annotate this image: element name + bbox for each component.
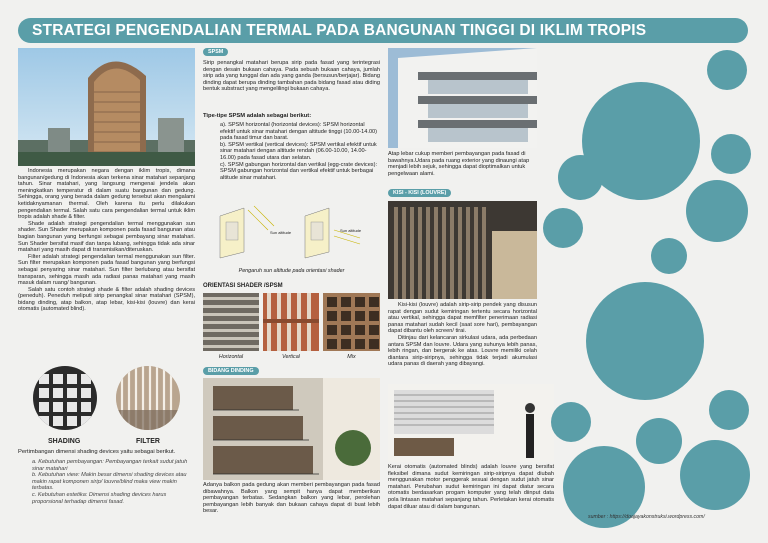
- louvre-photo: [388, 201, 537, 299]
- decor-circle: [636, 418, 682, 464]
- filter-label: FILTER: [136, 438, 160, 445]
- spsm-types-title: Tipe-tipe SPSM adalah sebagai berikut:: [203, 113, 312, 119]
- orientation-label-vertical: Vertical: [282, 354, 300, 360]
- spsm-tag: SPSM: [203, 48, 228, 56]
- spsm-type-item: b). SPSM vertikal (vertical devices): SPSM vertikal efektif untuk sinar matahari dengan altitude rendah (06.00-10.00, 14.00-16.00) pada fasad utara dan selatan.: [220, 141, 377, 161]
- horizontal-shader-photo: [203, 293, 259, 351]
- filter-illustration: [116, 366, 180, 430]
- decor-circle: [651, 238, 687, 274]
- tower-photo: [18, 48, 195, 166]
- intro-text: [18, 168, 195, 313]
- wide-roof-photo: [388, 48, 537, 148]
- considerations-list: [32, 459, 192, 505]
- decor-circle: [686, 180, 748, 242]
- paragraph-intro: Indonesia merupakan negara dengan iklim tropis, dimana bangunan/gedung di Indonesia akan terkena sinar matahari sepanjang tahun. Sinar matahari, yang langsung mengenai jendela akan meningkatkan temperatur di dalam suatu bangunan dan gedung. Sehingga, orang yang berada dalam gedung tersebut akan mengalami ketidaknyamanan thermal. Oleh karena itu perlu dilakukan pengendalian termal. Salah satu cara pengendalian termal untuk iklim tropis adalah shade & filter.: [18, 168, 195, 221]
- consideration-item: a. Kebutuhan pembayangan: Pembayangan terkait sudut jatuh sinar matahari: [32, 459, 188, 472]
- decor-circle: [543, 208, 583, 248]
- orientation-label-mix: Mix: [347, 354, 356, 360]
- louvre-paragraph: Kisi-kisi (louvre) adalah sirip-sirip pendek yang disusun rapat dengan sudut kemiringan tertentu secara horizontal atau vertikal, sehingga dapat memfilter penerimaan radiasi panas matahari sudah kecil (saat sore hari), pembayangan dapat dibantu oleh screen/ tirai.: [388, 302, 537, 335]
- sun-altitude-label: Sun altitude: [340, 228, 362, 233]
- bidang-dinding-description: Adanya balkon pada gedung akan memberi pembayangan pada fasad dibawahnya. Balkon yang sempit hanya dapat memberikan pembayangan terbatas. Sedangkan balkon yang lebar, perolehan pembayangan lebih banyak dan bukaan cahaya dapat di buat lebih besar.: [203, 482, 380, 515]
- mix-shader-photo: [323, 293, 380, 351]
- decor-circle: [586, 282, 704, 400]
- bidang-dinding-text: [203, 482, 380, 515]
- spsm-types-list: [220, 122, 380, 181]
- shading-label: SHADING: [48, 438, 81, 445]
- source-text: sumber : https://doajayakonstruksi.wordpress.com/: [588, 514, 705, 520]
- sun-altitude-diagram: [210, 200, 370, 262]
- shading-illustration: [33, 366, 97, 430]
- consideration-item: c. Kebutuhan estetika: Dimensi shading devices harus proporsional terhadap dimensi fasad.: [32, 491, 167, 505]
- decor-circle: [707, 50, 747, 90]
- spsm-type-item: c). SPSM gabungan horizontal dan vertikal (egg-crate devices): SPSM gabungan horizontal dan vertikal efektif untuk berbagai altitude sinar matahari.: [220, 161, 378, 181]
- considerations-title: Pertimbangan dimensi shading devices yaitu sebagai berikut.: [18, 449, 176, 455]
- wide-roof-text: [388, 151, 537, 177]
- paragraph-filter: Filter adalah strategi pengendalian termal menggunakan sun filter. Sun filter merupakan komponen pada fasad bangunan yang berfungsi sebagai penyaring sinar matahari. Sun filter berlubang atau bersifat transparan, sehingga masih ada radiasi panas matahari yang masih masuk dalam ruang/ bangunan.: [18, 253, 195, 287]
- decor-circle: [680, 440, 750, 510]
- paragraph-shade: Shade adalah strategi pengendalian termal menggunakan sun shader. Sun Shader merupakan komponen pada fasad bangunan atau bagian bangunan yang berfungsi sebagai pembayang sinar matahari. Sun Shader bersifat masif dan tanpa lubang, sehingga tidak ada sinar matahari yang masih dapat di transmisikan/diteruskan.: [18, 220, 195, 254]
- automated-blind-text: [388, 464, 554, 510]
- automated-blind-description: Kerai otomatis (automated blinds) adalah louvre yang bersifat fleksibel dimana sudut kemiringan sirip-siripnya dapat diubah menggunakan motor penggerak sesuai dengan sudut jatuh sinar matahari. Perubahan sudut kemiringan ini dapat diatur secara otomatis berdasarkan progam komputer yang telah diinput data pola lintasan matahari sepanjang tahun. Perletakan kerai otomatis dapat diluar atau di dalam bangunan.: [388, 464, 554, 510]
- sun-altitude-label: Sun altitude: [270, 230, 292, 235]
- vertical-shader-photo: [263, 293, 319, 351]
- wide-roof-description: Atap lebar cukup memberi pembayangan pada fasad di bawahnya.Udara pada ruang exterior yang dinaungi atap menjadi lebih sejuk, sehingga dapat dioptimalkan untuk pengelwaan alami.: [388, 151, 530, 177]
- bidang-dinding-tag: BIDANG DINDING: [203, 367, 259, 375]
- decor-circle: [558, 155, 603, 200]
- louvre-text: [388, 302, 537, 368]
- paragraph-devices: Salah satu contoh strategi shade & filter adalah shading devices (peneduh). Peneduh meliputi sirip penangkal sinar matahari (SPSM), bidang dinding, atap balkon, atap lebar, kisi-kisi (louvre) dan kerai otomatis (automated blind).: [18, 286, 195, 313]
- decor-circle: [551, 402, 591, 442]
- spsm-description: Sirip penangkal matahari berupa sirip pada fasad yang terintegrasi dengan desain bukaan cahaya. Pada sebuah bukaan cahaya, jumlah sirip ada yang tunggal dan ada yang ganda (bersusun/berjajar). Bidang dinding dapat berupa dinding tambahan pada bidang fasad atau diding bentuk substract yang mengelilingi bukaan cahaya.: [203, 60, 380, 93]
- page-title: STRATEGI PENGENDALIAN TERMAL PADA BANGUNAN TINGGI DI IKLIM TROPIS: [18, 18, 748, 43]
- diagram-caption: Pengaruh sun altitude pada orientasi shader: [238, 268, 345, 274]
- orientation-label-horizontal: Horizontal: [218, 354, 244, 360]
- decor-circle: [709, 390, 749, 430]
- orientation-title: ORIENTASI SHADER /SPSM: [203, 283, 283, 289]
- decor-circle: [711, 134, 751, 174]
- automated-blind-photo: [388, 384, 554, 462]
- balcony-photo: [203, 378, 380, 480]
- louvre-paragraph: Ditinjau dari kelancaran sirkulasi udara, ada perbedaan antara SPSM dan louvre. Udara yang suhunya lebih panas, lebih ringan, dan bergerak ke atas. Louvre memiliki celah diantara sirip-siripnya, sehingga tidak terjadi akumulasi udara panas di daerah yang dibayangi.: [388, 334, 537, 368]
- spsm-text: [203, 60, 380, 93]
- consideration-item: b. Kebutuhan view: Makin besar dimensi shading devices atau makin rapat komponen sirip/ louvre/blind maka view makin terbatas.: [32, 472, 187, 492]
- kisi-kisi-tag: KISI - KISI (LOUVRE): [388, 189, 451, 197]
- spsm-type-item: a). SPSM horizontal (horizontal devices): SPSM horizontal efektif untuk sinar matahari dengan altitude tinggi (10.00-14.00) pada fasad timur dan barat.: [220, 122, 378, 142]
